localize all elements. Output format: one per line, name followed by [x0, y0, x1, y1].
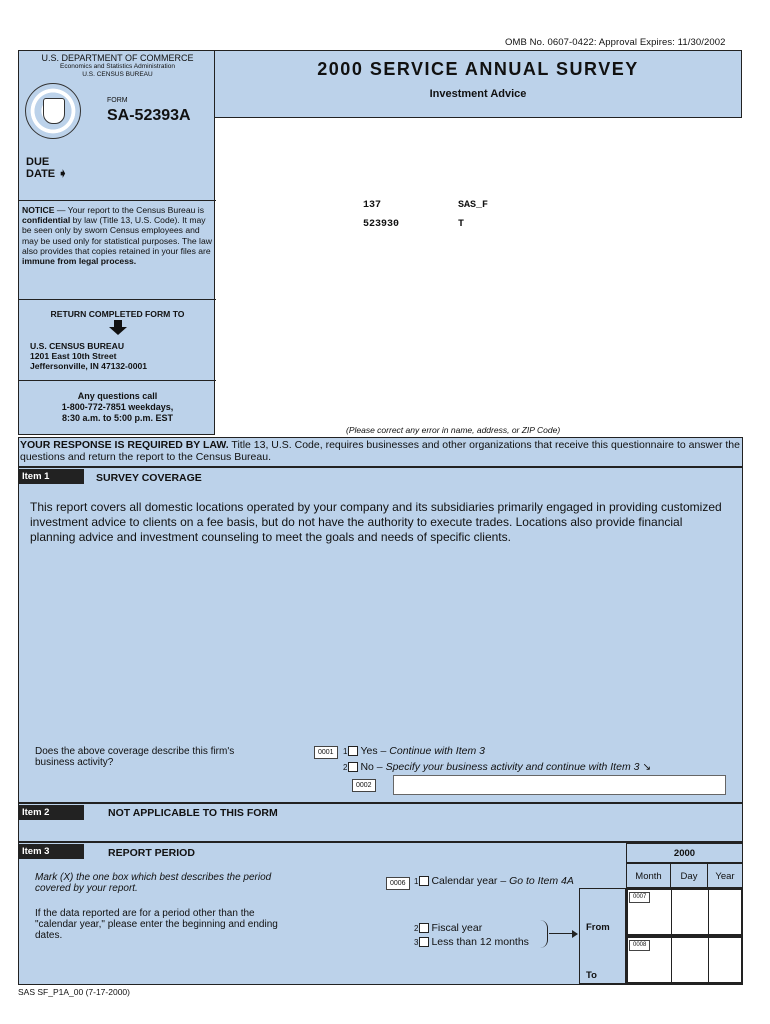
return-addr3: Jeffersonville, IN 47132-0001 — [30, 361, 148, 371]
notice-text2: by law (Title 13, U.S. Code). It may be seen only by sworn Census employees and may be used only for statistical purposes. The law also provides that copies retained in your files are — [22, 215, 212, 256]
item2-tag: Item 2 — [18, 805, 84, 820]
instr2-line2: "calendar year," please enter the beginning and ending — [35, 919, 278, 930]
return-addr2: 1201 East 10th Street — [30, 351, 117, 361]
item1-code: 0001 — [314, 746, 338, 759]
questions-hours: 8:30 a.m. to 5:00 p.m. EST — [61, 413, 174, 423]
fiscal-year-option[interactable] — [414, 922, 482, 934]
item3-code: 0006 — [386, 877, 410, 890]
response-required — [20, 440, 740, 463]
yes-instruction: – Continue with Item 3 — [377, 745, 485, 757]
instr2-line3: dates. — [35, 930, 63, 941]
notice-lead: NOTICE — [22, 205, 55, 215]
dept-admin: Economics and Statistics Administration — [60, 63, 175, 70]
instr1-line1: Mark (X) the one box which best describes the period — [35, 872, 272, 883]
dept-name: U.S. DEPARTMENT OF COMMERCE — [41, 53, 194, 63]
opt1-num: 1 — [414, 877, 419, 886]
label-code4: T — [458, 219, 465, 230]
arrow-line — [549, 933, 573, 934]
department-header — [19, 51, 216, 79]
item1-question — [35, 746, 234, 768]
page-subtitle: Investment Advice — [429, 88, 527, 100]
response-bold: YOUR RESPONSE IS REQUIRED BY LAW. — [20, 439, 229, 451]
less-than-12-checkbox[interactable] — [419, 937, 429, 947]
from-label: From — [586, 922, 610, 933]
form-footer: SAS SF_P1A_00 (7-17-2000) — [18, 987, 130, 997]
yes-num: 1 — [343, 747, 348, 756]
item3-header — [18, 843, 628, 861]
item1-title: SURVEY COVERAGE — [96, 472, 202, 484]
item1-header — [18, 468, 743, 488]
dept-bureau: U.S. CENSUS BUREAU — [82, 71, 153, 78]
item1-no-option[interactable] — [343, 761, 651, 773]
grid-line — [671, 890, 672, 934]
title-box — [214, 50, 742, 118]
arrow-right-icon: ➧ — [58, 168, 68, 180]
item1-tag: Item 1 — [18, 469, 84, 484]
grid-line — [708, 938, 709, 982]
no-instruction: – Specify your business activity and continue with Item 3 — [373, 761, 640, 773]
notice-text — [19, 201, 216, 266]
grid-line — [671, 938, 672, 982]
opt3-num: 3 — [414, 938, 419, 947]
item2-title: NOT APPLICABLE TO THIS FORM — [108, 807, 278, 819]
instr1-line2: covered by your report. — [35, 883, 138, 894]
census-seal-icon — [25, 83, 81, 139]
notice-bold1: confidential — [22, 215, 71, 226]
correction-note: (Please correct any error in name, address, or ZIP Code) — [346, 425, 561, 435]
opt2-label: Fiscal year — [431, 922, 483, 934]
return-addr1: U.S. CENSUS BUREAU — [30, 341, 125, 351]
label-code3: 523930 — [363, 219, 400, 230]
yes-label: Yes — [360, 745, 378, 757]
year-header — [626, 843, 743, 863]
questions-phone: 1-800-772-7851 weekdays, — [61, 402, 174, 412]
to-code: 0008 — [629, 940, 650, 951]
item1-description: This report covers all domestic locations operated by your company and its subsidiaries primarily engaged in providing customized investment advice to clients on a fee basis, but do not have the authority to execute trades. Locations also provide financial planning advice and investment counseling to meet the goals and needs of specific clients. — [30, 500, 722, 544]
item3-tag: Item 3 — [18, 844, 84, 859]
col-year: Year — [707, 863, 743, 888]
left-column — [18, 50, 215, 435]
opt2-num: 2 — [414, 924, 419, 933]
item3-instruction1 — [35, 872, 271, 894]
no-checkbox[interactable] — [348, 762, 358, 772]
notice-bold2: immune from legal process. — [22, 256, 137, 267]
calendar-year-option[interactable] — [414, 875, 574, 887]
questions-line1: Any questions call — [77, 391, 158, 401]
questions-text — [19, 381, 216, 424]
from-code: 0007 — [629, 892, 650, 903]
from-to-labels — [579, 888, 626, 984]
return-address — [19, 341, 216, 371]
yes-checkbox[interactable] — [348, 746, 358, 756]
col-month: Month — [626, 863, 671, 888]
opt1-label: Calendar year — [431, 875, 498, 887]
grid-line — [708, 890, 709, 934]
label-code2: SAS_F — [458, 200, 489, 211]
return-heading: RETURN COMPLETED FORM TO — [50, 309, 185, 319]
form-number: SA-52393A — [107, 107, 191, 124]
brace-icon — [540, 920, 548, 948]
fiscal-year-checkbox[interactable] — [419, 923, 429, 933]
business-activity-field[interactable] — [393, 775, 726, 795]
less-than-12-option[interactable] — [414, 936, 529, 948]
instr2-line1: If the data reported are for a period other than the — [35, 908, 255, 919]
due-date-label — [26, 156, 67, 180]
no-label: No — [360, 761, 374, 773]
opt3-label: Less than 12 months — [431, 936, 529, 948]
response-text: Title 13, U.S. Code, requires businesses and other organizations that receive this questionnaire to answer the questions and return the report to the Census Bureau. — [20, 439, 740, 463]
arrow-down-right-icon: ↘ — [642, 761, 652, 773]
item2-header — [18, 804, 743, 822]
page-title: 2000 SERVICE ANNUAL SURVEY — [317, 59, 639, 79]
item1-code2: 0002 — [352, 779, 376, 792]
no-num: 2 — [343, 763, 348, 772]
mailing-address-area[interactable] — [214, 118, 742, 435]
due-line2: DATE — [26, 168, 56, 180]
from-month-field[interactable] — [627, 889, 669, 934]
opt1-instruction: – Go to Item 4A — [497, 875, 574, 887]
notice-text1: — Your report to the Census Bureau is — [54, 205, 204, 215]
return-block — [19, 300, 216, 381]
department-block — [19, 51, 216, 201]
item1-yes-option[interactable] — [343, 745, 485, 757]
questions-block — [19, 381, 216, 436]
form-label: FORM — [107, 97, 128, 104]
calendar-year-checkbox[interactable] — [419, 876, 429, 886]
arrow-down-icon — [109, 327, 127, 335]
item1-question-line2: business activity? — [35, 757, 114, 768]
label-code1: 137 — [363, 200, 382, 211]
omb-number: OMB No. 0607-0422: Approval Expires: 11/30/2002 — [505, 37, 726, 48]
to-label: To — [586, 970, 597, 981]
col-day: Day — [670, 863, 708, 888]
item3-title: REPORT PERIOD — [108, 847, 195, 859]
due-line1: DUE — [26, 156, 50, 168]
year-label: 2000 — [673, 848, 696, 859]
to-month-field[interactable] — [627, 937, 669, 982]
notice-block — [19, 201, 216, 300]
item1-question-line1: Does the above coverage describe this firm's — [35, 746, 235, 757]
item3-instruction2 — [35, 908, 278, 941]
arrow-right-icon — [572, 930, 578, 938]
